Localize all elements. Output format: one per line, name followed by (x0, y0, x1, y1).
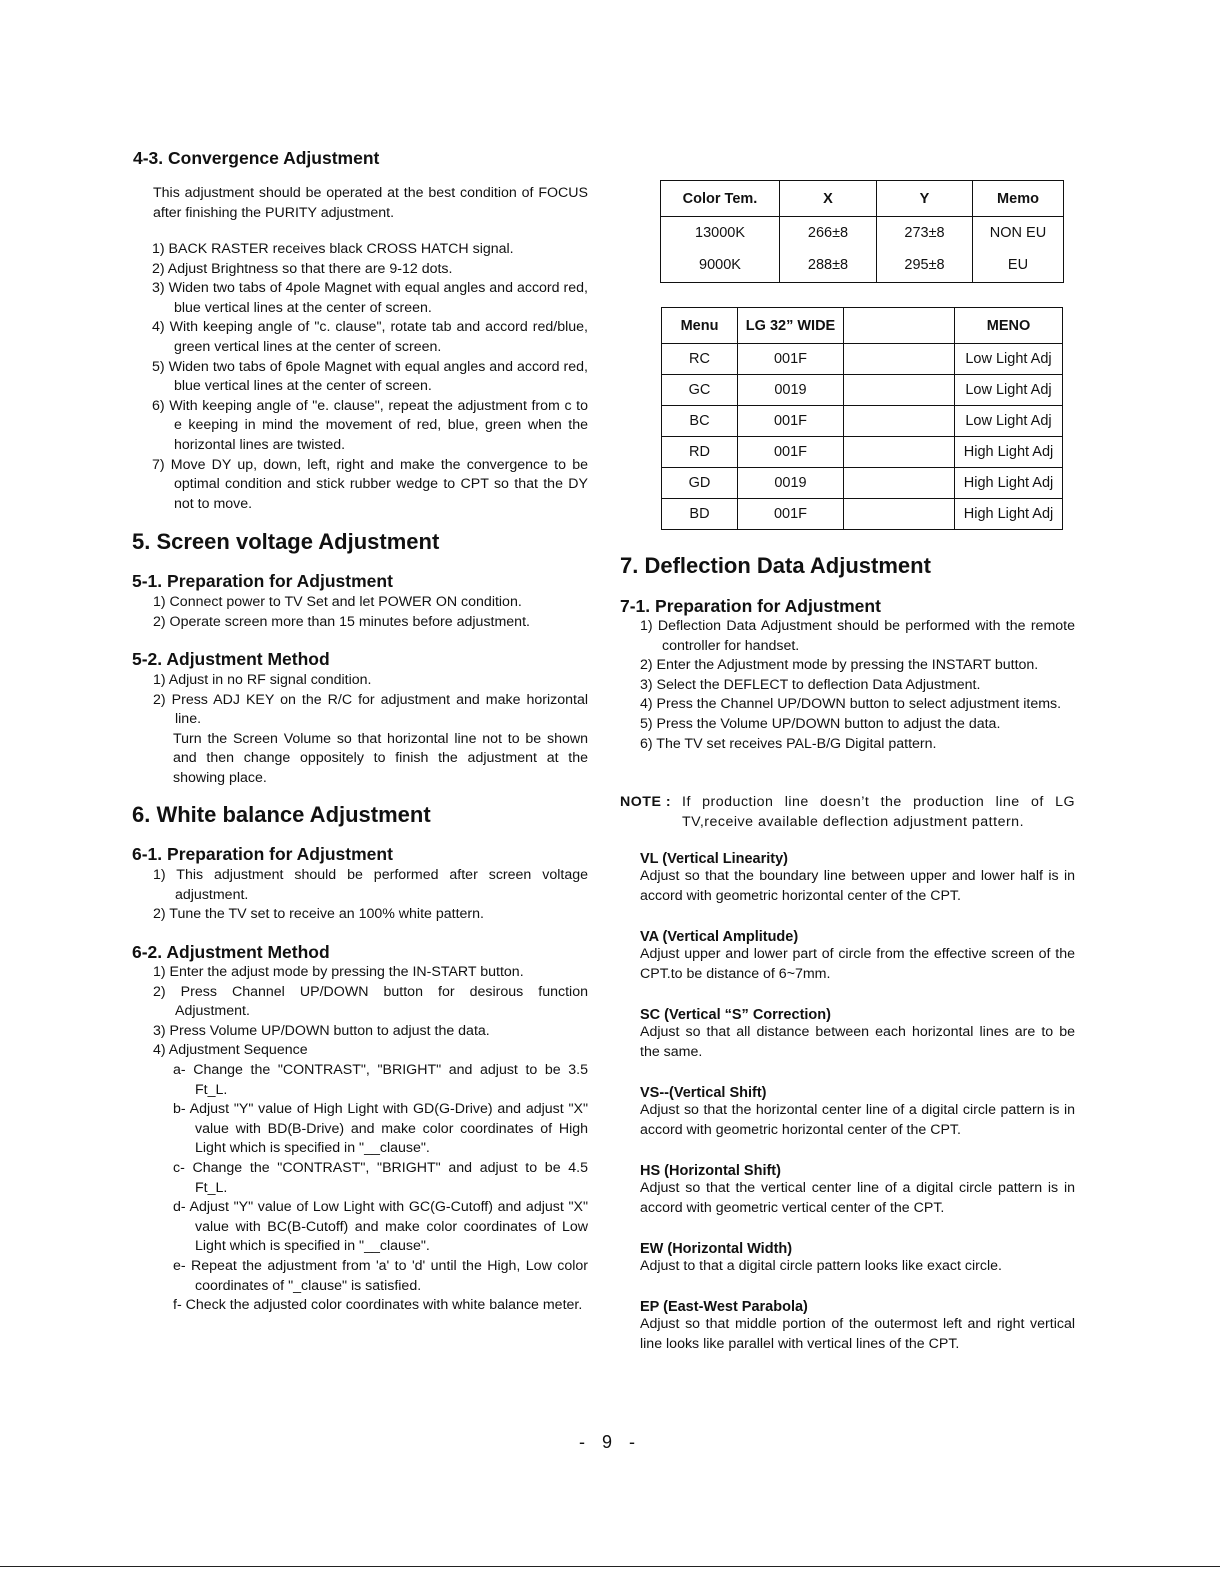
table-row (662, 468, 1063, 499)
table-cell: EU (973, 249, 1064, 283)
param-text: Adjust so that middle portion of the outermost left and right vertical line looks like parallel with vertical lines of the CPT. (640, 1316, 1075, 1352)
note-text: If production line doesn’t the production line of LG TV,receive available deflection adjustment pattern. (682, 794, 1075, 830)
sequence-item: a- Change the "CONTRAST", "BRIGHT" and adjust to be 3.5 Ft_L. (173, 1061, 588, 1098)
list-item: 1) BACK RASTER receives black CROSS HATCH signal. (152, 241, 514, 257)
table-cell (844, 499, 955, 530)
list-item: 6) With keeping angle of "e. clause", repeat the adjustment from c to e keeping in mind the movement of red, blue, green when the horizontal lines are twisted. (152, 397, 588, 453)
table-cell: High Light Adj (955, 468, 1063, 499)
table-cell (844, 468, 955, 499)
note-block (620, 793, 1075, 832)
list-item: 1) Adjust in no RF signal condition. (153, 672, 372, 688)
table-cell: RC (662, 344, 738, 375)
table-cell: 9000K (661, 249, 780, 283)
table-cell: Low Light Adj (955, 344, 1063, 375)
table-cell: 001F (738, 437, 844, 468)
table-cell: Low Light Adj (955, 406, 1063, 437)
list-item: 1) Enter the adjust mode by pressing the IN-START button. (153, 964, 524, 980)
table-cell (844, 406, 955, 437)
section-5-title: 5. Screen voltage Adjustment (132, 529, 440, 554)
param-block (640, 1007, 1075, 1085)
list-item: 4) Press the Channel UP/DOWN button to select adjustment items. (640, 696, 1062, 713)
menu-adjust-table (661, 307, 1063, 530)
section-5-2-title: 5-2. Adjustment Method (132, 649, 330, 669)
sequence-item: f- Check the adjusted color coordinates with white balance meter. (173, 1297, 583, 1314)
table-cell: 001F (738, 406, 844, 437)
page-number: - 9 - (578, 1432, 641, 1452)
color-temperature-table (660, 180, 1064, 283)
bottom-rule (0, 1566, 1220, 1567)
list-item: 6) The TV set receives PAL-B/G Digital pattern. (640, 735, 937, 752)
table-cell: 273±8 (877, 217, 973, 249)
list-item: 1) Deflection Data Adjustment should be performed with the remote controller for handset. (640, 618, 1075, 654)
param-text: Adjust so that the vertical center line of a digital circle pattern is in accord with geometric vertical center of the CPT. (640, 1180, 1075, 1216)
table-cell: 001F (738, 344, 844, 375)
table-cell: High Light Adj (955, 499, 1063, 530)
param-title: VA (Vertical Amplitude) (640, 929, 799, 945)
section-7-1-list (640, 617, 1075, 754)
table-cell: 001F (738, 499, 844, 530)
param-title: EP (East-West Parabola) (640, 1299, 808, 1315)
sequence-item: e- Repeat the adjustment from 'a' to 'd' until the High, Low color coordinates of "_clause" is satisfied. (173, 1257, 588, 1294)
list-item: Turn the Screen Volume so that horizontal line not to be shown and then change oppositely to finish the adjustment at the showing place. (173, 730, 588, 786)
table-header-cell: Color Tem. (661, 181, 780, 217)
table-cell: High Light Adj (955, 437, 1063, 468)
table-cell: 0019 (738, 375, 844, 406)
list-item: 2) Press Channel UP/DOWN button for desirous function Adjustment. (153, 983, 588, 1020)
list-item: 5) Widen two tabs of 6pole Magnet with equal angles and accord red, blue vertical lines at the center of screen. (152, 358, 588, 395)
table-cell: 266±8 (780, 217, 877, 249)
deflection-params (640, 851, 1075, 1354)
param-block (640, 929, 1075, 1007)
list-item: 2) Press ADJ KEY on the R/C for adjustment and make horizontal line. (153, 691, 588, 728)
sequence-list (153, 1061, 588, 1316)
param-title: HS (Horizontal Shift) (640, 1163, 781, 1179)
section-5-1-list (153, 593, 588, 632)
table-row (662, 437, 1063, 468)
section-6-1-list (153, 866, 588, 925)
table-cell (844, 437, 955, 468)
param-block (640, 1085, 1075, 1163)
param-text: Adjust upper and lower part of circle from the effective screen of the CPT.to be distance of 6~7mm. (640, 946, 1075, 982)
list-item: 1) This adjustment should be performed after screen voltage adjustment. (153, 867, 588, 903)
list-item: 3) Select the DEFLECT to deflection Data Adjustment. (640, 676, 981, 693)
sequence-item: b- Adjust "Y" value of High Light with GD(G-Drive) and adjust "X" value with BD(B-Drive) and make color coordinates of High Light which is specified in "__clause". (173, 1101, 588, 1157)
table-cell: Low Light Adj (955, 375, 1063, 406)
section-7-title: 7. Deflection Data Adjustment (620, 553, 931, 578)
table-row (662, 499, 1063, 530)
table-cell (844, 344, 955, 375)
list-item: 5) Press the Volume UP/DOWN button to adjust the data. (640, 715, 1001, 732)
table-row (662, 375, 1063, 406)
param-text: Adjust so that the boundary line between upper and lower half is in accord with geometric horizontal center of the CPT. (640, 868, 1075, 904)
list-item: 4) Adjustment Sequence (153, 1042, 308, 1059)
param-text: Adjust so that the horizontal center line of a digital circle pattern is in accord with geometric horizontal center of the CPT. (640, 1102, 1075, 1138)
table-cell: BD (662, 499, 738, 530)
section-6-1-title: 6-1. Preparation for Adjustment (132, 844, 393, 864)
param-title: EW (Horizontal Width) (640, 1241, 793, 1257)
list-item: 2) Adjust Brightness so that there are 9-12 dots. (152, 260, 453, 277)
table-row (662, 406, 1063, 437)
param-block (640, 1299, 1075, 1354)
section-5-2-list (153, 671, 588, 789)
param-title: VL (Vertical Linearity) (640, 851, 789, 867)
table-row (661, 249, 1064, 283)
table-header-cell: X (780, 181, 877, 217)
section-4-3-intro: This adjustment should be operated at the best condition of FOCUS after finishing the PURITY adjustment. (153, 185, 588, 221)
table-cell: 13000K (661, 217, 780, 249)
table-cell (844, 375, 955, 406)
list-item: 2) Operate screen more than 15 minutes before adjustment. (153, 613, 530, 630)
param-text: Adjust to that a digital circle pattern looks like exact circle. (640, 1258, 1002, 1274)
section-5-1-title: 5-1. Preparation for Adjustment (132, 571, 393, 591)
param-text: Adjust so that all distance between each horizontal lines are to be the same. (640, 1024, 1075, 1060)
table-row (662, 344, 1063, 375)
table-header-cell: LG 32” WIDE (738, 308, 844, 344)
list-item: 2) Enter the Adjustment mode by pressing the INSTART button. (640, 657, 1039, 674)
table-row (661, 217, 1064, 249)
list-item: 4) With keeping angle of "c. clause", rotate tab and accord red/blue, green vertical lines at the center of screen. (152, 319, 588, 355)
list-item: 1) Connect power to TV Set and let POWER ON condition. (153, 594, 522, 610)
table-cell: GD (662, 468, 738, 499)
list-item: 3) Press Volume UP/DOWN button to adjust the data. (153, 1022, 490, 1039)
table-cell: BC (662, 406, 738, 437)
table-header-cell: Menu (662, 308, 738, 344)
section-6-title: 6. White balance Adjustment (132, 802, 431, 827)
list-item: 3) Widen two tabs of 4pole Magnet with equal angles and accord red, blue vertical lines at the center of screen. (152, 280, 588, 316)
sequence-item: d- Adjust "Y" value of Low Light with GC(G-Cutoff) and adjust "X" value with BC(B-Cutoff) and make color coordinates of Low Light which is specified in "__clause". (173, 1199, 588, 1255)
table-cell: 288±8 (780, 249, 877, 283)
table-header-cell: Y (877, 181, 973, 217)
table-header-cell (844, 308, 955, 344)
list-item: 2) Tune the TV set to receive an 100% white pattern. (153, 906, 484, 923)
table-cell: 0019 (738, 468, 844, 499)
table-header-cell: MENO (955, 308, 1063, 344)
section-6-2-list (153, 963, 588, 1316)
sequence-item: c- Change the "CONTRAST", "BRIGHT" and adjust to be 4.5 Ft_L. (173, 1159, 588, 1196)
note-label: NOTE : (620, 794, 672, 810)
section-6-2-title: 6-2. Adjustment Method (132, 942, 330, 962)
param-title: VS--(Vertical Shift) (640, 1085, 767, 1101)
table-cell: GC (662, 375, 738, 406)
table-cell: 295±8 (877, 249, 973, 283)
section-4-3-list (152, 240, 588, 514)
table-cell: NON EU (973, 217, 1064, 249)
param-title: SC (Vertical “S” Correction) (640, 1007, 831, 1023)
section-4-3-title: 4-3. Convergence Adjustment (133, 148, 380, 168)
param-block (640, 851, 1075, 929)
table-header-cell: Memo (973, 181, 1064, 217)
list-item: 7) Move DY up, down, left, right and make the convergence to be optimal condition and stick rubber wedge to CPT so that the DY not to move. (152, 456, 588, 512)
param-block (640, 1241, 1075, 1299)
table-header-row (661, 181, 1064, 217)
param-block (640, 1163, 1075, 1241)
table-cell: RD (662, 437, 738, 468)
section-7-1-title: 7-1. Preparation for Adjustment (620, 596, 881, 616)
table-header-row (662, 308, 1063, 344)
